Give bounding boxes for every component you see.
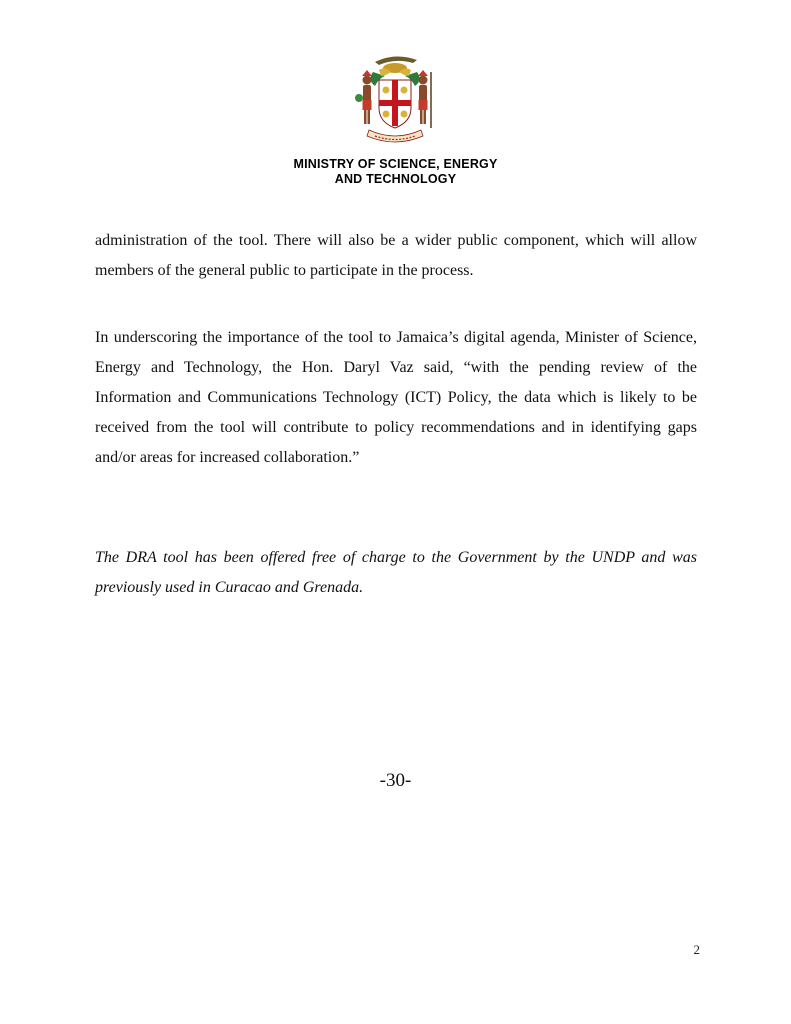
body-paragraph-1: administration of the tool. There will also be a wider public component, which will allow members of the general public to participate in the process.	[95, 232, 697, 279]
body-paragraph-3-italic: The DRA tool has been offered free of charge to the Government by the UNDP and was previously used in Curacao and Grenada.	[95, 549, 697, 596]
page-number: 2	[693, 942, 700, 957]
ministry-name-line1: MINISTRY OF SCIENCE, ENERGY	[293, 157, 498, 171]
end-marker: -30-	[379, 770, 412, 791]
jamaica-coat-of-arms-icon	[345, 50, 445, 150]
body-paragraph-2: In underscoring the importance of the tool to Jamaica’s digital agenda, Minister of Science, Energy and Technology, the Hon. Daryl Vaz said, “with the pending review of the Information and Communications Technology (ICT) Policy, the data which is likely to be received from the tool will contribute to policy recommendations and in identifying gaps and/or areas for increased collaboration.”	[95, 329, 697, 466]
ministry-name-line2: AND TECHNOLOGY	[334, 172, 457, 186]
